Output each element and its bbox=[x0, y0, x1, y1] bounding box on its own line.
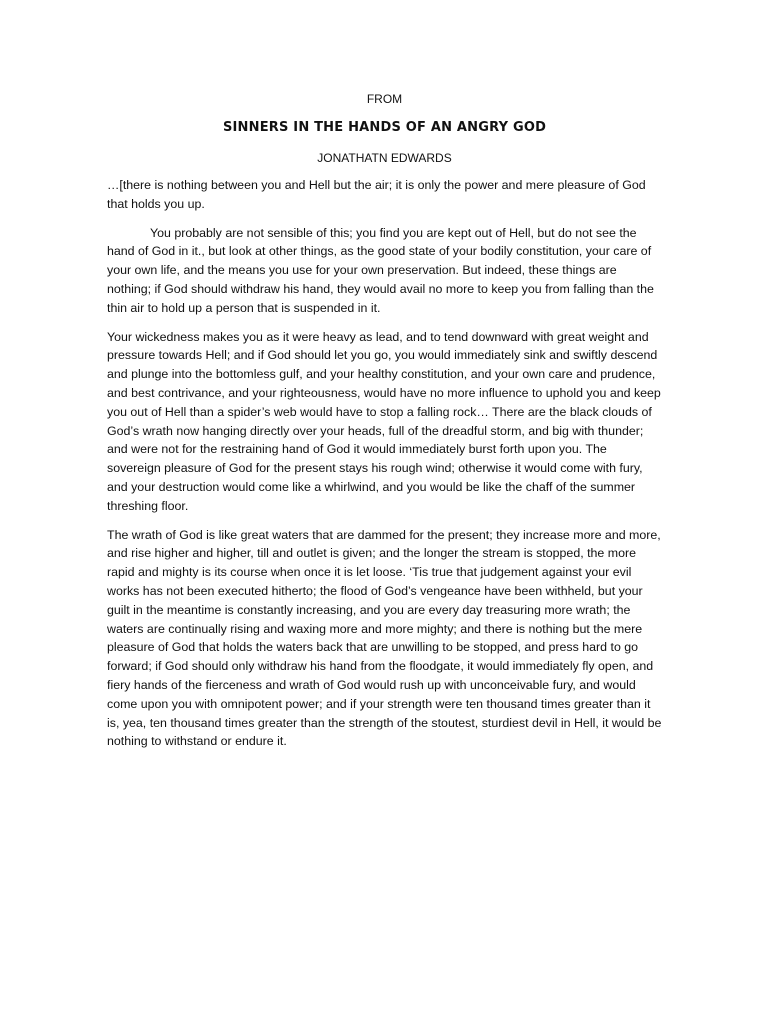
document-page bbox=[107, 90, 662, 761]
document-title: SINNERS IN THE HANDS OF AN ANGRY GOD bbox=[222, 120, 547, 135]
author-name: JONATHATN EDWARDS bbox=[317, 151, 452, 165]
paragraph-wrath: The wrath of God is like great waters that are dammed for the present; they increase more and more, and rise higher and higher, till and outlet is given; and the longer the stream is stopped, the more rapid and mighty is its course when once it is let loose. ‘Tis true that judgement against your evil works has not been executed hitherto; the flood of God’s vengeance have been withheld, but your guilt in the meantime is constantly increasing, and you are every day treasuring more wrath; the waters are continually rising and waxing more and more mighty; and there is nothing but the mere pleasure of God that holds the waters back that are unwilling to be stopped, and press hard to go forward; if God should only withdraw his hand from the floodgate, it would immediately fly open, and fiery hands of the fierceness and wrath of God would rush up with unconceivable fury, and would come upon you with omnipotent power; and if your strength were ten thousand times greater than it is, yea, ten thousand times greater than the strength of the stoutest, sturdiest devil in Hell, it would be nothing to withstand or endure it. bbox=[107, 527, 662, 749]
paragraph-sensible: You probably are not sensible of this; you find you are kept out of Hell, but do not see the hand of God in it., but look at other things, as the good state of your bodily constitution, your care of your own life, and the means you use for your own preservation. But indeed, these things are nothing; if God should withdraw his hand, they would avail no more to keep you from falling than the thin air to hold up a person that is suspended in it. bbox=[107, 225, 654, 315]
paragraph-intro: …[there is nothing between you and Hell but the air; it is only the power and mere pleasure of God that holds you up. bbox=[107, 178, 646, 211]
paragraph-wickedness: Your wickedness makes you as it were heavy as lead, and to tend downward with great weight and pressure towards Hell; and if God should let you go, you would immediately sink and swiftly descend and plunge into the bottomless gulf, and your healthy constitution, and your own care and prudence, and best contrivance, and your righteousness, would have no more influence to uphold you and keep you out of Hell than a spider’s web would have to stop a falling rock… There are the black clouds of God’s wrath now hanging directly over your heads, full of the dreadful storm, and big with thunder; and were not for the restraining hand of God it would immediately burst forth upon you. The sovereign pleasure of God for the present stays his rough wind; otherwise it would come with fury, and your destruction would come like a whirlwind, and you would be like the chaff of the summer threshing floor. bbox=[107, 329, 661, 513]
pre-title: FROM bbox=[366, 92, 403, 106]
